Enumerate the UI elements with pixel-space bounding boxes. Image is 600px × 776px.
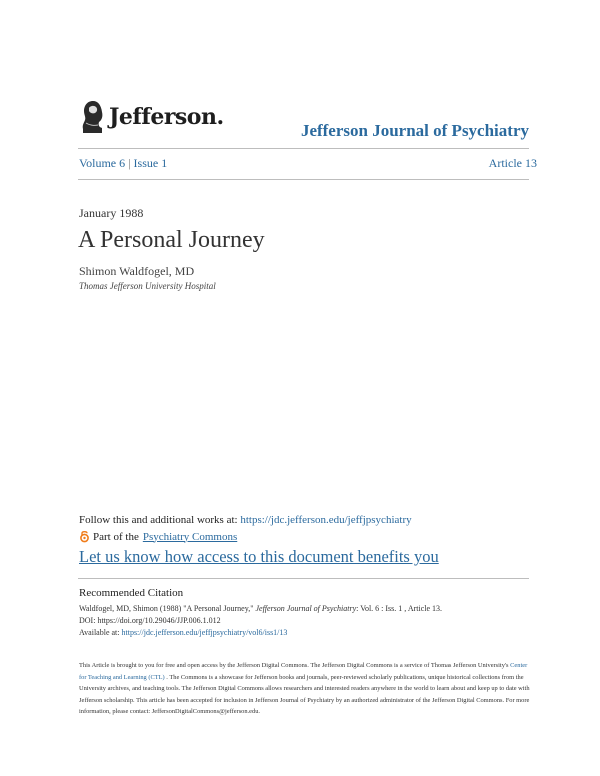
author-affiliation: Thomas Jefferson University Hospital [79,281,216,291]
volume-issue-breadcrumb [79,156,167,171]
jefferson-bust-icon [80,99,106,135]
citation-available-line [79,627,529,639]
open-access-icon [79,530,90,543]
header-divider [78,148,529,149]
part-of-line [79,530,237,543]
notice-part1: This Article is brought to you for free and open access by the Jefferson Digital Commons. The Jefferson Digital Commons is a service of Thomas Jefferson University's [79,662,509,669]
available-prefix: Available at: [79,628,120,637]
citation-authors-title: Waldfogel, MD, Shimon (1988) "A Personal Journey," [79,604,254,613]
article-number-link[interactable]: Article 13 [488,156,537,170]
author-name: Shimon Waldfogel, MD [79,264,195,278]
volume-link[interactable]: Volume 6 [79,156,126,170]
breadcrumb-separator: | [128,156,131,170]
citation-divider [78,578,529,579]
recommended-citation-body [79,603,529,639]
part-of-prefix: Part of the [93,530,139,543]
issue-link[interactable]: Issue 1 [133,156,168,170]
ctl-link[interactable]: Center for Teaching and Learning (CTL) [79,662,528,681]
open-access-notice [79,660,531,718]
follow-line [79,514,412,526]
citation-journal: Jefferson Journal of Psychiatry [255,604,357,613]
notice-part2: . The Commons is a showcase for Jefferson books and journals, peer-reviewed scholarly publications, unique historical collections from the University archives, and teaching tools. The Jefferson Digital Commons allows researchers and interested readers anywhere in the world to learn about and keep up to date with Jefferson scholarship. This article has been accepted for inclusion in Jefferson Journal of Psychiatry by an authorized administrator of the Jefferson Digital Commons. For more information, please contact: JeffersonDigitalCommons@jefferson.edu. [79,673,530,715]
psychiatry-commons-link[interactable]: Psychiatry Commons [142,530,238,543]
citation-volume: : Vol. 6 : Iss. 1 , Article 13. [356,604,443,613]
recommended-citation-heading: Recommended Citation [79,587,184,599]
available-url-link[interactable]: https://jdc.jefferson.edu/jeffjpsychiatry/vol6/iss1/13 [121,628,288,637]
follow-prefix: Follow this and additional works at: [79,514,238,526]
follow-url-link[interactable]: https://jdc.jefferson.edu/jeffjpsychiatry [240,514,412,526]
logo-wordmark: Jefferson. [109,104,224,130]
journal-title[interactable]: Jefferson Journal of Psychiatry [300,121,529,140]
jefferson-logo [80,99,224,135]
citation-line [79,603,529,615]
citation-doi: DOI: https://doi.org/10.29046/JJP.006.1.012 [79,616,221,625]
benefits-feedback-link[interactable]: Let us know how access to this document benefits you [79,547,439,566]
issue-divider [78,179,529,180]
article-title: A Personal Journey [78,227,265,253]
publication-date: January 1988 [79,206,144,220]
